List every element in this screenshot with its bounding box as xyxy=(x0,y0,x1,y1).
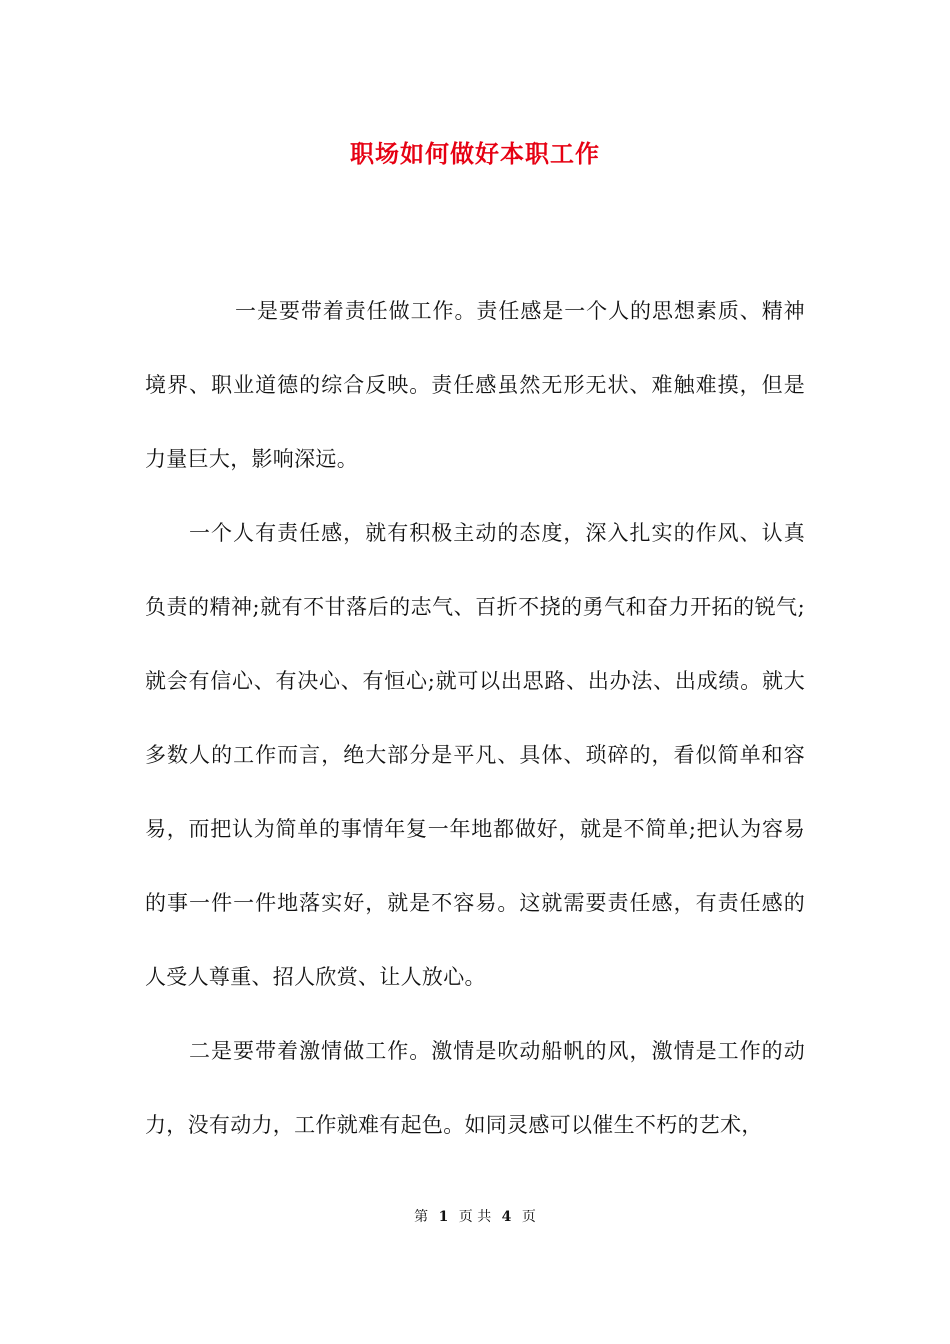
footer-suffix: 页 xyxy=(521,1209,536,1225)
paragraph-responsibility: 一是要带着责任做工作。责任感是一个人的思想素质、精神境界、职业道德的综合反映。责任感虽然无形无状、难触难摸，但是力量巨大，影响深远。 xyxy=(145,299,805,471)
document-title: 职场如何做好本职工作 xyxy=(350,139,600,168)
footer-current-page: 1 xyxy=(438,1209,449,1225)
page-footer xyxy=(0,1207,950,1227)
document-body xyxy=(145,274,805,1162)
footer-middle: 页 共 xyxy=(458,1209,492,1225)
paragraph-responsibility-detail: 一个人有责任感，就有积极主动的态度，深入扎实的作风、认真负责的精神;就有不甘落后的志气、百折不挠的勇气和奋力开拓的锐气;就会有信心、有决心、有恒心;就可以出思路、出办法、出成绩。就大多数人的工作而言，绝大部分是平凡、具体、琐碎的，看似简单和容易，而把认为简单的事情年复一年地都做好，就是不简单;把认为容易的事一件一件地落实好，就是不容易。这就需要责任感，有责任感的人受人尊重、招人欣赏、让人放心。 xyxy=(145,521,805,989)
paragraph-passion: 二是要带着激情做工作。激情是吹动船帆的风，激情是工作的动力，没有动力，工作就难有起色。如同灵感可以催生不朽的艺术， xyxy=(145,1039,805,1137)
footer-prefix: 第 xyxy=(414,1209,429,1225)
footer-total-pages: 4 xyxy=(501,1209,512,1225)
